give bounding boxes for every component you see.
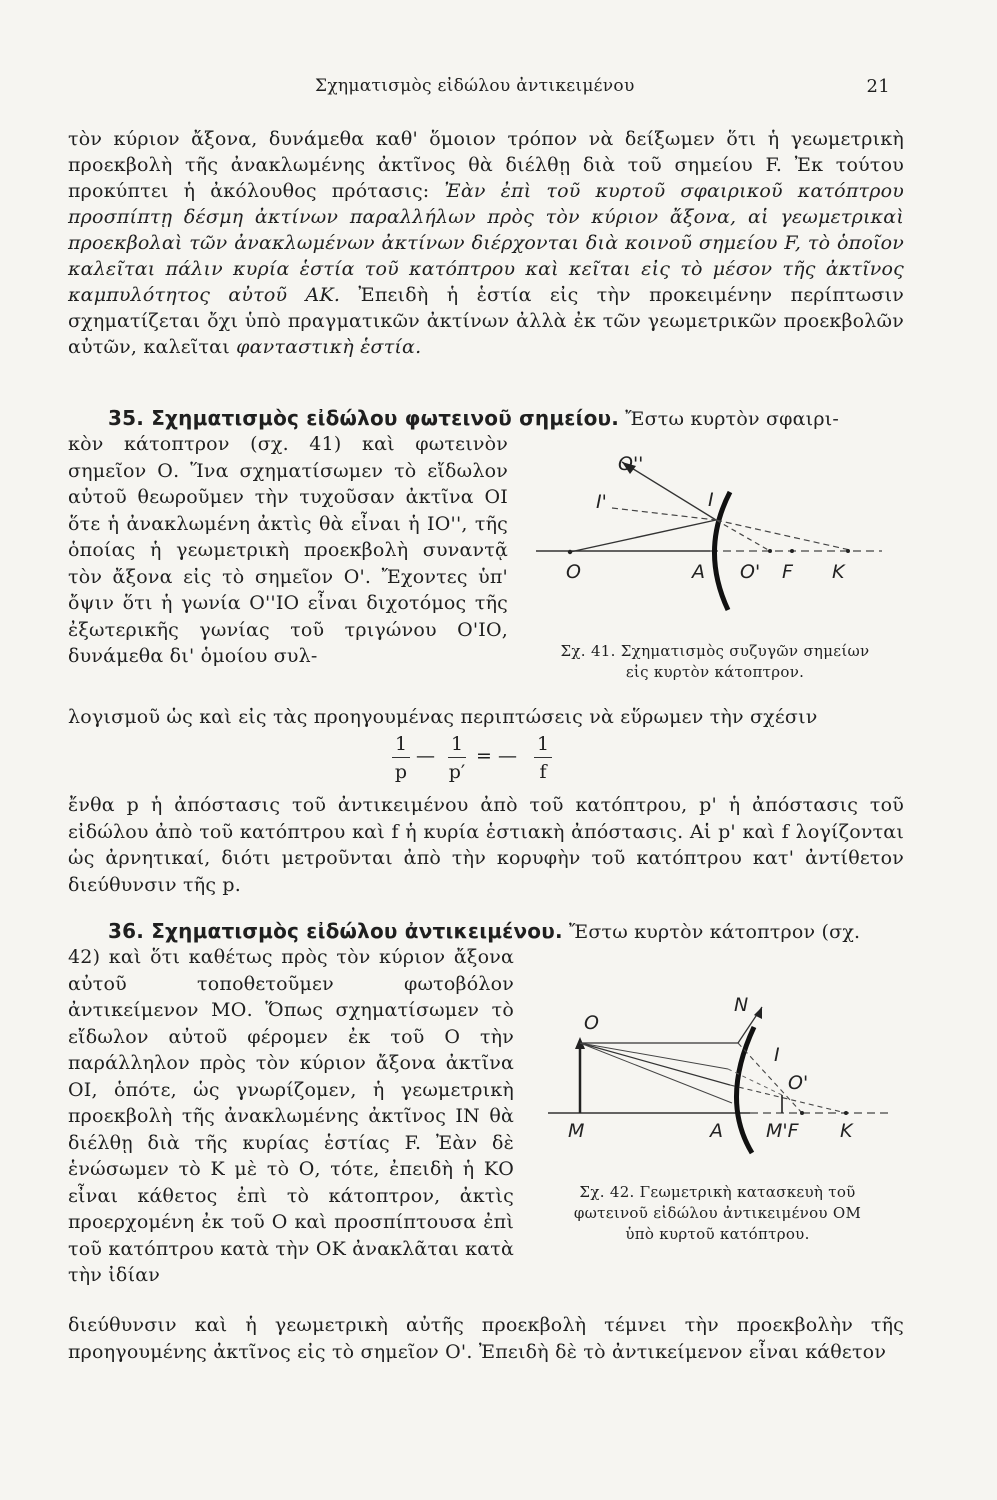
fig42-label-K: K [840, 1120, 853, 1142]
formula-term-1 [392, 733, 410, 783]
fig41-label-I1: I' [596, 491, 607, 513]
section-36-title: 36. Σχηματισμὸς εἰδώλου ἀντικειμένου. [108, 919, 563, 943]
figure-41 [530, 440, 890, 640]
formula-term-1-den: p [394, 761, 408, 783]
fig41-label-O1: O' [740, 561, 761, 583]
figure-42-caption-line-1: Σχ. 42. Γεωμετρικὴ κατασκευὴ τοῦ [579, 1183, 856, 1201]
formula-term-2-num: 1 [450, 733, 464, 755]
figure-42 [540, 985, 900, 1155]
figure-42-caption-line-3: ὑπὸ κυρτοῦ κατόπτρου. [625, 1225, 810, 1243]
fig41-label-I: I [708, 489, 714, 511]
header-title: Σχηματισμὸς εἰδώλου ἀντικειμένου [315, 76, 635, 96]
section-35-title: 35. Σχηματισμὸς εἰδώλου φωτεινοῦ σημείου. [108, 406, 620, 430]
section-35-after-formula: ἔνθα p ἡ ἀπόστασις τοῦ ἀντικειμένου ἀπὸ τοῦ κατόπτρου, p' ἡ ἀπόστασις τοῦ εἰδώλου ἀπὸ τοῦ κατόπτρου καὶ f ἡ κυρία ἑστιακὴ ἀπόστασις. Αἱ p' καὶ f λογίζονται ὡς ἀρνητικαί, διότι μετροῦνται ἀπὸ τὴν κορυφὴν τοῦ κατόπτρου κατ' ἀντίθετον διεύθυνσιν τῆς p. [68, 794, 904, 896]
figure-41-caption-line-1: Σχ. 41. Σχηματισμὸς συζυγῶν σημείων [560, 642, 870, 660]
section-36-first-line: Ἔστω κυρτὸν κάτοπτρον (σχ. [562, 921, 861, 943]
fig42-label-O1: O' [788, 1072, 809, 1094]
fig42-label-O: O [584, 1012, 599, 1034]
figure-41-caption-line-2: εἰς κυρτὸν κάτοπτρον. [625, 663, 805, 681]
intro-term: φανταστικὴ ἑστία. [236, 336, 422, 358]
fig42-label-M1F: M'F [766, 1120, 799, 1142]
section-35-continuation: λογισμοῦ ὡς καὶ εἰς τὰς προηγουμένας περιπτώσεις νὰ εὕρωμεν τὴν σχέσιν [68, 706, 818, 728]
section-35-column-text: κὸν κάτοπτρον (σχ. 41) καὶ φωτεινὸν σημεῖον Ο. Ἵνα σχηματίσωμεν τὸ εἴδωλον αὐτοῦ θεωροῦμεν τὴν τυχοῦσαν ἀκτῖνα ΟΙ ὅτε ἡ ἀνακλωμένη ἀκτὶς θὰ εἶναι ἡ ΙΟ'', τῆς ὁποίας ἡ γεωμετρικὴ προεκβολὴ συναντᾷ τὸν ἄξονα εἰς τὸ σημεῖον Ο'. Ἔχοντες ὑπ' ὄψιν ὅτι ἡ γωνία Ο''ΙΟ εἶναι διχοτόμος τῆς ἐξωτερικῆς γωνίας τοῦ τριγώνου Ο'ΙΟ, δυνάμεθα δι' ὁμοίου συλ- [68, 433, 508, 667]
fig41-label-K: K [832, 561, 845, 583]
figure-41-caption [540, 641, 890, 683]
intro-text: τὸν κύριον ἄξονα, δυνάμεθα καθ' ὅμοιον τρόπον νὰ δείξωμεν ὅτι ἡ γεωμετρικὴ προεκβολὴ τῆς ἀνακλωμένης ἀκτῖνος θὰ διέλθῃ διὰ τοῦ σημείου F. Ἐκ τούτου προκύπτει ἡ ἀκόλουθος πρότασις: [68, 128, 904, 202]
figure-42-caption-line-2: φωτεινοῦ εἰδώλου ἀντικειμένου ΟΜ [573, 1204, 862, 1222]
fig42-label-A: A [710, 1120, 723, 1142]
formula-term-1-num: 1 [394, 733, 408, 755]
fig42-label-N: N [734, 994, 749, 1016]
intro-paragraph [68, 126, 904, 360]
formula-equals: = — [476, 745, 517, 767]
intro-text-2: Ἐπειδὴ ἡ ἑστία εἰς τὴν προκειμένην περίπτωσιν σχηματίζεται ὄχι ὑπὸ πραγματικῶν ἀκτίνων ἀλλὰ ἐκ τῶν γεωμετρικῶν προεκβολῶν αὐτῶν, καλεῖται [68, 284, 904, 358]
figure-42-caption [545, 1182, 890, 1245]
intro-proposition: Ἐὰν ἐπὶ τοῦ κυρτοῦ σφαιρικοῦ κατόπτρου προσπίπτῃ δέσμη ἀκτίνων παραλλήλων πρὸς τὸν κύριον ἄξονα, αἱ γεωμετρικαὶ προεκβολαὶ τῶν ἀνακλωμένων ἀκτίνων διέρχονται διὰ κοινοῦ σημείου F, τὸ ὁποῖον καλεῖται πάλιν κυρία ἑστία τοῦ κατόπτρου καὶ κεῖται εἰς τὸ μέσον τῆς ἀκτῖνος καμπυλότητος αὐτοῦ ΑΚ. [68, 180, 904, 306]
formula-term-3-num: 1 [536, 733, 550, 755]
formula-term-2 [448, 733, 466, 783]
mirror-formula [392, 733, 572, 785]
fig41-label-O2: O'' [618, 453, 644, 475]
fig41-label-O: O [566, 561, 581, 583]
formula-term-2-den: p′ [448, 761, 466, 783]
formula-term-3 [534, 733, 552, 783]
formula-minus: — [416, 745, 435, 767]
page-number: 21 [866, 76, 890, 97]
section-36-continuation: διεύθυνσιν καὶ ἡ γεωμετρικὴ αὐτῆς προεκβολὴ τέμνει τὴν προεκβολὴν τῆς προηγουμένης ἀκτῖνος εἰς τὸ σημεῖον Ο'. Ἐπειδὴ δὲ τὸ ἀντικείμενον εἶναι κάθετον [68, 1314, 904, 1363]
section-35-first-line: Ἔστω κυρτὸν σφαιρι- [619, 408, 839, 430]
formula-term-3-den: f [539, 761, 547, 783]
section-36-column-text: 42) καὶ ὅτι καθέτως πρὸς τὸν κύριον ἄξονα αὐτοῦ τοποθετοῦμεν φωτοβόλον ἀντικείμενον ΜΟ. Ὅπως σχηματίσωμεν τὸ εἴδωλον αὐτοῦ φέρομεν ἐκ τοῦ Ο τὴν παράλληλον πρὸς τὸν κύριον ἄξονα ἀκτῖνα ΟΙ, ὁπότε, ὡς γνωρίζομεν, ἡ γεωμετρικὴ προεκβολὴ τῆς ἀνακλωμένης ἀκτῖνος ΙΝ θὰ διέλθῃ διὰ τῆς κυρίας ἑστίας F. Ἐὰν δὲ ἑνώσωμεν τὸ Κ μὲ τὸ Ο, τότε, ἐπειδὴ ἡ ΚΟ εἶναι κάθετος ἐπὶ τὸ κάτοπτρον, ἀκτὶς προερχομένη ἐκ τοῦ Ο καὶ προσπίπτουσα ἐπὶ τοῦ κατόπτρου κατὰ τὴν ΟΚ ἀνακλᾶται κατὰ τὴν ἰδίαν [68, 946, 514, 1286]
fig41-label-A: A [692, 561, 705, 583]
fig42-label-M: M [568, 1120, 585, 1142]
section-35-heading-line [68, 405, 904, 433]
section-36-heading-line [68, 918, 904, 946]
fig42-label-I: I [774, 1044, 780, 1066]
fig41-label-F: F [782, 561, 793, 583]
